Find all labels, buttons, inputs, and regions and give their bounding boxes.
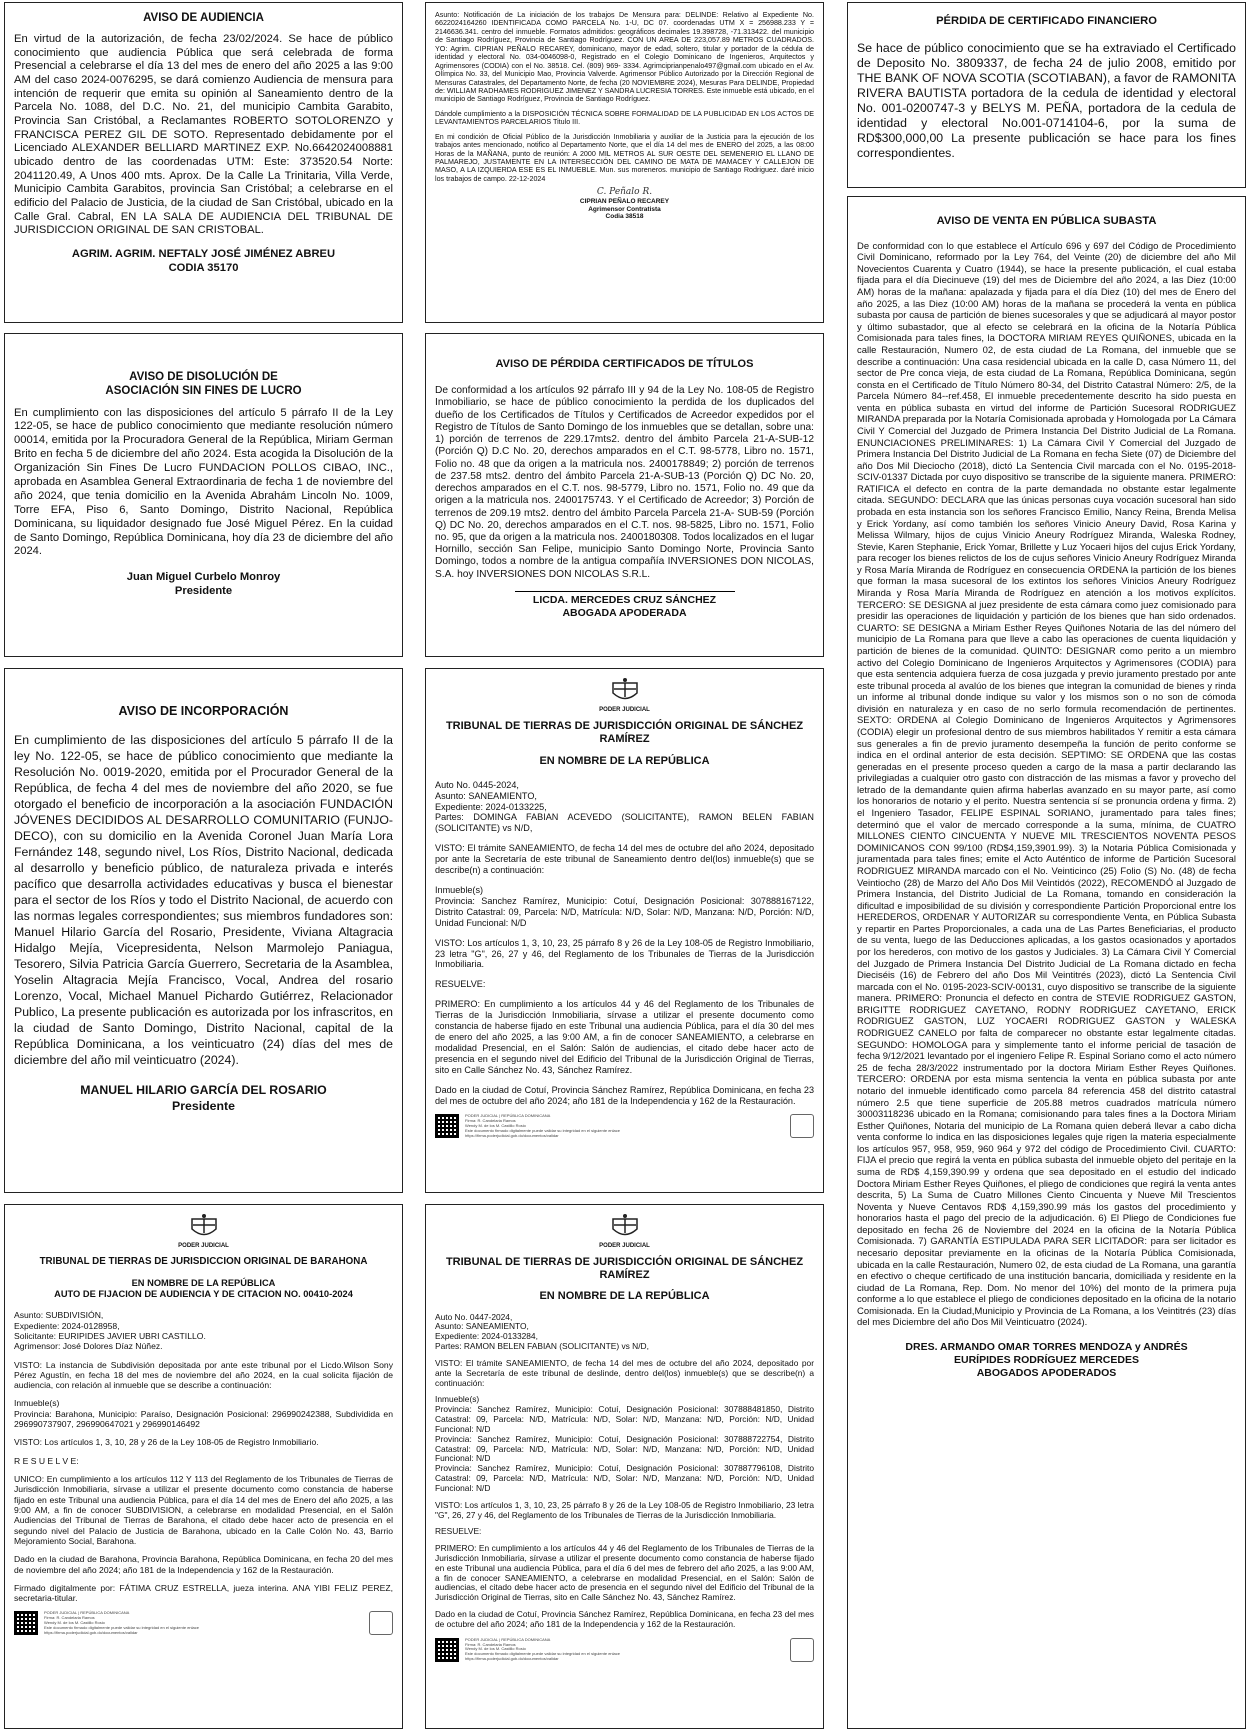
notice-p2: VISTO: La instancia de Subdivisión depositada por ante este tribunal por el Licdo.Wilson Sony Pérez Agustín, en fecha 18 del mes de noviembre del año 2024, en la cual solicita fijación de audiencia, con relación al inmueble que se describe a continuación: <box>14 1359 393 1391</box>
notice-signature: DRES. ARMANDO OMAR TORRES MENDOZA y ANDRÉS EURÍPIDES RODRÍGUEZ MERCEDES ABOGADOS APODERADOS <box>905 1341 1188 1379</box>
notice-tribunal-barahona <box>4 1204 403 1729</box>
notice-p4: VISTO: Los artículos 1, 3, 10, 28 y 26 de la Ley 108-05 de Registro Inmobiliario. <box>14 1437 319 1448</box>
notice-title: TRIBUNAL DE TIERRAS DE JURISDICCIÓN ORIGINAL DE SÁNCHEZ RAMÍREZ <box>445 720 804 746</box>
seal-label: PODER JUDICIAL <box>599 707 650 713</box>
signature-line <box>515 591 735 592</box>
notice-title: AVISO DE AUDIENCIA <box>143 12 264 24</box>
notice-p5: RESUELVE: <box>435 979 486 990</box>
notice-aviso-audiencia <box>4 2 403 323</box>
notice-venta-publica-subasta <box>847 196 1246 1729</box>
handwritten-signature: C. Peñalo R. <box>596 187 653 198</box>
notice-p4: VISTO: Los artículos 1, 3, 10, 23, 25 párrafo 8 y 26 de la Ley 108-05 de Registro Inmobiliario, 23 letra "G", 26, 27 y 46, del Reglamento de los Tribunales de Tierras de la Jurisdicción Inmobiliaria. <box>435 1499 814 1520</box>
digital-signature-block <box>435 1638 814 1662</box>
notice-signature: MANUEL HILARIO GARCÍA DEL ROSARIO Presidente <box>80 1082 327 1113</box>
notice-p3: Inmueble(s) Provincia: Sanchez Ramírez, Municipio: Cotuí, Designación Posicional: 307888167122, Distrito Catastral: 09, Parcela: N/D, Matrícula: N/D, Solar: N/D, Manzana: N/D, Porción: N/D, Unidad Funcional: N/D <box>435 885 814 928</box>
notice-signature: AGRIM. AGRIM. NEFTALY JOSÉ JIMÉNEZ ABREU CODIA 35170 <box>71 247 336 274</box>
notice-body-3: En mi condición de Oficial Público de la Jurisdicción Inmobiliaria y auxiliar de la Justicia para la ejecución de los trabajos antes mencionado, notifico al Departamento Norte, que el día 14 del mes de ENERO del 2025, a las 08:00 Horas de la MAÑANA, punto de reunión: A 2000 MIL METROS AL SUR OESTE DEL SEMENERIO EL LLANO DE PALMAREJO, JUSTAMENTE EN LA INTERSECCIÓN DEL CAMINO DE MATA DE MAMACEY Y CALLEJON DE MASO, A LA IZQUIERDA ESE ES EL INMUEBLE. Mun. sus moreneros. municipio de Santiago Rodriguez. daré inicio los trabajos de campo. 22-12-2024 <box>435 132 814 183</box>
notice-title: AVISO DE INCORPORACIÓN <box>118 704 289 718</box>
seal-icon <box>185 1213 223 1243</box>
digital-signature-block <box>14 1611 393 1635</box>
qr-code-icon <box>435 1114 459 1138</box>
digital-signature-text: PODER JUDICIAL | REPÚBLICA DOMINICANA Firma: R. Candelaria Ramos Wendy M. de los M. Castillo Rosio Este documento firmado digitalmente puede validar su integridad en el siguiente enlace https://firma.poderjudicial.gob.do/documentos/validar <box>465 1113 620 1138</box>
notice-mensura <box>425 2 824 323</box>
judicial-logo-icon <box>790 1638 814 1662</box>
digital-signature-block <box>435 1114 814 1138</box>
digital-signature-text: PODER JUDICIAL | REPÚBLICA DOMINICANA Firma: R. Candelaria Ramos Wendy M. de los M. Castillo Rosio Este documento firmado digitalmente puede validar su integridad en el siguiente enlace https://firma.poderjudicial.gob.do/documentos/validar <box>465 1636 620 1661</box>
notice-perdida-certificados-titulos <box>425 333 824 657</box>
seal-icon <box>606 677 644 707</box>
notice-subtitle: EN NOMBRE DE LA REPÚBLICA <box>539 1289 710 1302</box>
seal-label: PODER JUDICIAL <box>178 1243 229 1249</box>
notice-signature: LICDA. MERCEDES CRUZ SÁNCHEZ ABOGADA APODERADA <box>532 593 717 619</box>
notice-p6: UNICO: En cumplimiento a los artículos 112 Y 113 del Reglamento de los Tribunales de Tierras de Jurisdicción Inmobiliaria, sírvase a utilizar el presente documento como constancia de haberse fijado en este Tribunal una audiencia Pública, para el día 14 del mes de Enero del año 2025, a las 9:00 AM, a fin de conocer SUBDIVISION, a celebrarse en modalidad Presencial, en el Salón Audiencias del Tribunal de Tierras de Barahona, el citado debe hacer acto de presencia en el segundo nivel del Palacio de Justicia de Barahona, ubicado en la Calle Colón No. 43, Barrio Mejoramiento Social, Barahona. <box>14 1474 393 1546</box>
notice-signature: Juan Miguel Curbelo Monroy Presidente <box>126 571 281 598</box>
digital-signature-text: PODER JUDICIAL | REPÚBLICA DOMINICANA Firma: R. Candelaria Ramos Wendy M. de los M. Castillo Rosio Este documento firmado digitalmente puede validar su integridad en el siguiente enlace https://firma.poderjudicial.gob.do/documentos/validar <box>44 1610 199 1635</box>
notice-aviso-disolucion <box>4 333 403 657</box>
notice-p5: R E S U E L V E: <box>14 1455 79 1466</box>
notice-p7: Dado en la ciudad de Cotuí, Provincia Sánchez Ramírez, República Dominicana, en fecha 23 del mes de octubre del año 2024; año 181 de la Independencia y 162 de la Restauración. <box>435 1609 814 1629</box>
judicial-logo-icon <box>790 1114 814 1138</box>
notice-subtitle: EN NOMBRE DE LA REPÚBLICA <box>539 754 710 767</box>
qr-code-icon <box>14 1611 38 1635</box>
notice-body-2: Dándole cumplimiento a la DISPOSICIÓN TÉCNICA SOBRE FORMALIDAD DE LA PUBLICIDAD EN LOS ACTOS DE LEVANTAMIENTOS PARCELARIOS Titulo III. <box>435 109 814 127</box>
notice-title: TRIBUNAL DE TIERRAS DE JURISDICCION ORIGINAL DE BARAHONA <box>39 1256 368 1268</box>
notice-p6: PRIMERO: En cumplimiento a los artículos 44 y 46 del Reglamento de los Tribunales de Tierras de la Jurisdicción Inmobiliaria, sírvase a utilizar el presente documento como constancia de haberse fijado en este Tribunal una audiencia Pública, para el día 30 del mes de enero del año 2025, a las 9:00 AM, a fin de conocer SANEAMIENTO, a celebrarse en modalidad Presencial, en el Salón: Salón de audiencias, el citado debe hacer acto de presencia en el segundo nivel del Edificio del Tribunal de la Jurisdicción Original de Tierras, sito en Calle Sánchez No. 43, Sánchez Ramírez. <box>435 999 814 1075</box>
judicial-logo-icon <box>369 1611 393 1635</box>
notice-p3: Inmueble(s) Provincia: Sanchez Ramírez, Municipio: Cotuí, Designación Posicional: 307888481850, Distrito Catastral: 09, Parcela: N/D, Matrícula: N/D, Solar: N/D, Manzana: N/D, Porción: N/D, Unidad Funcional: N/D Provincia: Sanchez Ramírez, Municipio: Cotuí, Designación Posicional: 307888722754, Distrito Catastral: 09, Parcela: N/D, Matrícula: N/D, Solar: N/D, Manzana: N/D, Porción: N/D, Unidad Funcional: N/D Provincia: Sanchez Ramírez, Municipio: Cotuí, Designación Posicional: 307887796108, Distrito Catastral: 09, Parcela: N/D, Matrícula: N/D, Solar: N/D, Manzana: N/D, Porción: N/D, Unidad Funcional: N/D <box>435 1394 814 1493</box>
notice-body: De conformidad a los artículos 92 párrafo III y 94 de la Ley No. 108-05 de Registro Inmobiliario, se hace de público conocimiento la perdida de los duplicados del dueño de los Certificados de Títulos y Certificados de Acreedor expedidos por el Registro de Títulos de Santo Domingo de los inmuebles que se detallan, sobre una: 1) porción de terrenos de 229.17mts2. dentro del ámbito Parcela 21-A-SUB-12 (Porción Q) D.C No. 20, derechos amparados en el C.T. 98-5778, Libro no. 1571, Folio no. 48 que da origen a la matricula nos. 2400178849; 2) porción de terrenos de 237.58 mts2. dentro del ámbito Parcela 21-A-SUB-13 (Porción Q) DC No. 20, derechos amparados en el C.T. nos. 98-5779, Libro no. 1571, Folio no. 49 que da origen a la matricula nos. 2400175743. Y el Certificado de Acreedor; 3) Porción de terrenos de 209.19 mts2. dentro del ámbito Parcela Parcela 21-A- SUB-59 (Porción Q) DC No. 20, derechos amparados en el C.T. nos. 98-5825, Libro no. 1571, Folio no. 95, que da origen a la matricula nos. 2400180308. Todos localizados en el lugar Hornillo, sección San Felipe, municipio Santo Domingo Norte, Provincia Santo Domingo, todos a nombre de la antigua compañía INVERSIONES DON NICOLAS, S.A. hoy INVERSIONES DON NICOLAS S.R.L. <box>435 385 814 580</box>
notice-p7: Dado en la ciudad de Cotuí, Provincia Sánchez Ramírez, República Dominicana, en fecha 23 del mes de octubre del año 2024; año 181 de la Independencia y 162 de la Restauración. <box>435 1084 814 1106</box>
notice-title: AVISO DE DISOLUCIÓN DE ASOCIACIÓN SIN FINES DE LUCRO <box>105 371 302 398</box>
notice-body: De conformidad con lo que establece el Artículo 696 y 697 del Código de Procedimiento Civil Dominicano, reformado por la Ley 764, del Veinte (20) de diciembre del año Mil Novecientos Cuarenta y Cuatro (1944), se hace la presente publicación, el cual estaba fijada para el día Diecinueve (19) del mes de Diciembre del año 2024, a las Diez (10:00 AM) horas de la mañana: apalazada y fijada para el día Diez (10) del mes de Enero del año 2025, a las Diez (10:00 AM) horas de la mañana se procederá la venta en pública subasta por causa de partición de bienes sucesorales y que se adjudicará al mayor postor y último subastador, que al efecto se celebrará en la oficina de la Notaría Pública Comisionada para tales fines, la DOCTORA MIRIAM REYES QUIÑONES, ubicada en la calle Restauración, Numero 02, de esta ciudad de La Romana, del inmueble que se describe a continuación: Una casa residencial ubicada en la calle D, casa Número 11, del sector de Pre conca vieja, de esta ciudad de La Romana, República Dominicana, según consta en el Certificado de Título Número 80-34, del Distrito Catastral Número: 2/5, de la Parcela Número 84--ref.458, El inmueble precedentemente descrito ha sido puesta en venta en pública subasta en virtud del informe de Partición Sucesoral RODRIGUEZ MIRANDA preparada por la Notaría Comisionada aprobada y Homologada por La Cámara Civil Y Comercial del Juzgado de Primera Instancia Del Distrito Judicial de La Romana. ENUNCIACIONES PRELIMINARES: 1) La Cámara Civil Y Comercial del Juzgado de Primera Instancia Del Distrito Judicial de La Romana en fecha Siete (07) de Diciembre del año Dos Mil Dieciocho (2018), dictó La Sentencia Civil marcada con el No. 0195-2018-SCIV-01337 Dictada por cuyo dispositivo se transcribe de la siguiente manera. PRIMERO: RATIFICA el defecto en contra de la parte demandada no obstante estar legalmente citada. SEGUNDO: DECLARA que las únicas personas cuya vocación sucesoral han sido probada en esta instancia son los señores Francisco Emilio, Nancy Reina, Brenda Melisa y Erick Yordany, así como también los señores Vinicio Aneury David, Rosa Karina y Melissa Wilmary, hijos de cujus Vinicio Aneury Rodríguez Miranda, Waleska Rodney, Stevie, Karen Stephanie, Erick Yomar, Brillette y Luz Yocaeri hijos del cujus Erick Yordany, para recoger los bienes relictos de los de cujus señores Vinicio Aneury Rodríguez Miranda y Rosa María Miranda de Rodríguez en consecuencia ORDENA la partición de los bienes que forman la masa sucesoral de los extintos los señores Vinicios Aneury Rodríguez Miranda y Rosa María Miranda de Rodríguez en atención a los motivos explícitos. TERCERO: SE DESIGNA al juez presidente de esta cámara como juez comisionado para presidir las operaciones de liquidación y partición de los bienes que han sido ordenados. CUARTO: SE DESIGNA a Miriam Esther Reyes Quiñones Notaria de las del número del municipio de La Romana para que lleve a cabo las operaciones de cuenta liquidación y partición de bienes de la comunidad. QUINTO: DESIGNAR como perito a un miembro activo del Colegio Dominicano de Ingenieros Arquitectos y Agrimensores (CODIA) para que esta sentencia adquiera fuerza de cosa juzgada y previo juramento prestado por ante este tribunal proceda al avalúo de los bienes que integran la comunidad de bienes y rinda un informe al tribunal donde indique su valor y los mismos son o no son de cómoda división en naturaleza y en caso de no serlo formula recomendación de pertinentes. SEXTO: ORDENA al Colegio Dominicano de Ingenieros Arquitectos y Agrimensores (CODIA) elegir un profesional dentro de sus miembros habilitados Y remitir a esta cámara sus generales a fin de previo juramento desempeña la función de perito conforme se indica en el ordinal anterior de esta decisión. SEPTIMO: SE ORDENA que las costas generadas en el presente proceso queden a cargo de la masa a partir declarando las privilegiadas a cualquier otro gasto con distracción de las mismas a favor y provecho del letrado de la demandante quien afirma haberlas avanzado en su mayor parte, así como los honorarios de notario y el perito. Nuestra sentencia sí se pronuncia ordena y firma. 2) el Ingeniero Tasador, FELIPE ESPINAL SORIANO, juramentado para tales fines; determinó que el valor de mercado corresponde a la suma, mínima, de CUATRO MILLONES CIENTO CINCUENTA Y NUEVE MIL TRESCIENTOS NOVENTA PESOS DOMINICANOS CON 99/100 (RD$4,159,3901.99). 3) la Notaria Pública Comisionada y juramentada para tales fines; emite el Acto Auténtico de informe de Partición Sucesoral RODRIGUEZ MIRANDA marcado con el No. Veinticinco (25) Folio (S) No. (48) de fecha Veintiocho (28) de Marzo del Año Dos Mil Veintidós (2022), RECOMENDÓ al Juzgado de Primera Instancia, del Distrito Judicial de La Romana, tomando en consideración la dificultad e imposibilidad de su división y correspondiente Partición Proporcional entre los HEREDEROS, ORDENAR Y AUTORIZAR su correspondiente Venta, en Pública Subasta y repartir en Partes Proporcionales, a cada una de Las Partes Beneficiarias, el producto de su venta, luego de las Deducciones aplicadas, a los gastos ocasionados y aportados por los herederos, con motivo de los gastos y Judiciales. 3) La Cámara Civil Y Comercial del Juzgado de Primera Instancia Del Distrito Judicial de La Romana dictado en fecha Dieciséis (16) de Febrero del año Dos Mil Veintitrés (2023), dictó La Sentencia Civil marcada con el No. 0195-2023-SCIV-00131, cuyo dispositivo se transcribe de la siguiente manera. PRIMERO: Pronuncia el defecto en contra de STEVIE RODRIGUEZ GASTON, BRIGITTE RODRIGUEZ CAYETANO, RODNY RODRIGUEZ CAYETANO, ERICK RODRIGUEZ GASTON, LUZ YOCAERI RODRIGUEZ GASTON y WALESKA RODRIGUEZ CANELO por falta de comparecer no obstante estar legalmente citadas. SEGUNDO: HOMOLOGA para y simplemente tanto el informe pericial de tasación de fecha 9/12/2021 levantado por el ingeniero Felipe R. Espinal Soriano como el acto número 25 de fecha 28/3/2022 instrumentado por la doctora Miriam Esther Reyes Quiñones. TERCERO: ORDENA por esta misma sentencia la venta en pública subasta por ante notario del inmueble identificado como parcela 84 referencia 458 del distrito catastral número 2.5 que tiene superficie de 205.88 metros cuadrados matrícula número 30003118236 ubicado en la Romana; comisionando para tales fines a la Doctora Miriam Esther Quiñones, Notaria del municipio de La Romana quien deberá llevar a cabo dicha venta conforme lo indica en las disposiciones legales quje rigen la materia especialmente los artículos 957, 958, 959, 960 964 y 972 del código de Procedimiento Civil. CUARTO: FIJA el precio que regirá la venta en pública subasta del inmueble objeto del peritaje en la suma de RD$ 4,159,390.99 y ordena que sea depositado en el estudio del indicado Doctora Miriam Esther Reyes Quiñones, el pliego de condiciones que regirá la venta antes descrita, 5) La Suma de Cuatro Millones Ciento Cincuenta y Nueve Mil Trescientos Noventa y Nueve Centavos RD$ 4,159,390.99 más los gastos del procedimiento y honorarios hasta el pago del precio de la adjudicación. 6) El Pliego de Condiciones fue depositado en fecha 26 de Noviembre del 2024 en la oficina de la Notaría Pública Comisionada. 7) GARANTÍA ESTIPULADA PARA SER LICITADOR: para ser licitador es necesario depositar previamente en la oficinas de la Notaría Pública Comisionada, ubicada en la calle Restauración, Numero 02, de esta ciudad de La Romana, una garantía en efectivo o cheque certificado de una institución bancaria, domiciliada y residente en la ciudad de La Romana, Rep. Dom. No menor del 10%) del monto de la primera puja conforme a lo que establece el pliego de condiciones depositado en la oficina de la notario Comisionada. En la Ciudad,Municipio y Provincia de La Romana, a los Veintitrés (23) días del mes Diciembre del año Dos Mil Veinticuatro (2024). <box>857 240 1236 1329</box>
notice-signature: CIPRIAN PEÑALO RECAREY Agrimensor Contratista Codia 38518 <box>579 197 670 221</box>
notice-title: AVISO DE PÉRDIDA CERTIFICADOS DE TÍTULOS <box>495 358 754 370</box>
seal-label: PODER JUDICIAL <box>599 1243 650 1249</box>
qr-code-icon <box>435 1638 459 1662</box>
seal-icon <box>606 1213 644 1243</box>
notice-body: En virtud de la autorización, de fecha 23/02/2024. Se hace de público conocimiento que audiencia Pública que será celebrada de forma Presencial a celebrarse el día 13 del mes de enero del año 2025 a las 9:00 AM del caso 2024-0076295, se dará comienzo Audiencia de mensura para intención de requerir que emita su opinión al Saneamiento dentro de la Parcela No. 1088, del D.C. No. 21, del municipio Cambita Garabito, Provincia San Cristóbal, a Reclamantes ROBERTO SOTOLORENZO y FRANCISCA PEREZ GIL DE SOTO. Representado debidamente por el Licenciado ALEXANDER BELLIARD MARTINEZ EXP. No.6642024008881 ubicado dentro de las coordenadas UTM: Este: 373520.54 Norte: 2041120.49, A Unos 400 mts. Aprox. De la Calle La Trinitaria, Villa Verde, Municipio Cambita Garabitos, provincia San Cristóbal; a celebrarse en el edificio del Palacio de Justicia, de la ciudad de San Cristóbal, ubicado en la Calle Gral. Cabral, EN LA SALA DE AUDIENCIA DEL TRIBUNAL DE JURISDICCION ORIGINAL DE SAN CRISTOBAL. <box>14 33 393 237</box>
notice-body: En cumplimiento con las disposiciones del artículo 5 párrafo II de la Ley 122-05, se hace de publico conocimiento que mediante resolución número 00014, emitida por la Procuradora General de la República, Miriam German Brito en fecha 5 de diciembre del año 2024. Esta acogida la Disolución de la Organización Sin Fines De Lucro FUNDACION POLLOS CIBAO, INC., aprobada en Asamblea General Extraordinaria de fecha 1 de noviembre del año 2024, que tenia domicilio en la Avenida Abrahám Lincoln No. 1009, Torre EFA, Piso 6, Santo Domingo, Distrito Nacional, República Dominicana, su liquidador designado fue José Miguel Pérez. En la cuidad de Santo Domingo, República Dominicana, hoy día 23 de diciembre del año 2024. <box>14 406 393 558</box>
notice-title: PÉRDIDA DE CERTIFICADO FINANCIERO <box>936 15 1157 27</box>
notice-p1: Auto No. 0445-2024, Asunto: SANEAMIENTO, Expediente: 2024-0133225, Partes: DOMINGA FABIAN ACEVEDO (SOLICITANTE), RAMON BELEN FABIAN (SOLICITANTE) vs N/D, <box>435 779 814 834</box>
notice-p3: Inmueble(s) Provincia: Barahona, Municipio: Paraíso, Designación Posicional: 296990242388, Subdividida en 296990737907, 296990647021 y 296990146492 <box>14 1398 393 1430</box>
notice-body: En cumplimiento de las disposiciones del artículo 5 párrafo II de la ley No. 122-05, se hace de público conocimiento que mediante la Resolución No. 0019-2020, emitida por el Procurador General de la República, de fecha 4 del mes de noviembre del año 2020, se fue otorgado el beneficio de incorporación a la asociación FUNDACIÓN JÓVENES DECIDIDOS AL DESARROLLO COMUNITARIO (FUNJO-DECO), con su domicilio en la Avenida Coronel Juan María Lora Fernández 148, segundo nivel, Los Ríos, Distrito Nacional, dedicada al desarrollo y beneficio público, de naturaleza privada e interés pacífico que desarrolla actividades educativas y busca el bienestar para el sector de los Ríos y todo el Distrito Nacional, de acuerdo con las normas legales correspondientes; sus miembros fundadores son: Manuel Hilario García del Rosario, Presidente, Viviana Altagracia Hidalgo Mejía, Vicepresidenta, Nelson Marmolejo Paniagua, Tesorero, Silvia Patricia García Guerrero, Secretaria de la Asamblea, Yoselin Altagracia Mejía Francisco, Vocal, Andrea del rosario Lorenzo, Vocal, Michael Manuel Pichardo Gutiérrez, Relacionador Publico, La presente publicación es autorizada por los infrascritos, en la ciudad de Santo Domingo, Distrito Nacional, capital de la República Dominicana, a los veinticuatro (24) días del mes de diciembre del año mil veinticuatro (2024). <box>14 733 393 1067</box>
notice-body: Se hace de público conocimiento que se ha extraviado el Certificado de Deposito No. 3809337, de fecha 24 de julio 2008, emitido por THE BANK OF NOVA SCOTIA (SCOTIABAN), a favor de RAMONITA RIVERA BAUTISTA portadora de la cedula de identidad y electoral No. 001-0200747-3 y BELYS M. PEÑA, portadora de la cedula de identidad y electoral No.001-0714104-6, por la suma de RD$300,000,00 La presente publicación se hace para los fines correspondientes. <box>857 40 1236 160</box>
notice-title: TRIBUNAL DE TIERRAS DE JURISDICCIÓN ORIGINAL DE SÁNCHEZ RAMÍREZ <box>445 1256 804 1281</box>
notice-p6: PRIMERO: En cumplimiento a los artículos 44 y 46 del Reglamento de los Tribunales de Tierras de la Jurisdicción Inmobiliaria, sírvase a utilizar el presente documento como constancia de haberse fijado en este Tribunal una audiencia Pública, para el día 6 del mes de febrero del año 2025, a las 9:00 AM, a fin de conocer SANEAMIENTO, a celebrarse en modalidad Presencial, en el Salón: Salón de audiencias, el citado debe hacer acto de presencia en el segundo nivel del Edificio del Tribunal de la Jurisdicción Original de Tierras, sito en Calle Sánchez No. 43, Sánchez Ramírez. <box>435 1543 814 1603</box>
notice-p4: VISTO: Los artículos 1, 3, 10, 23, 25 párrafo 8 y 26 de la Ley 108-05 de Registro Inmobiliario, 23 letra "G", 26, 27 y 46, del Reglamento de los Tribunales de Tierras de la Jurisdicción Inmobiliaria. <box>435 937 814 970</box>
notice-aviso-incorporacion <box>4 668 403 1193</box>
notice-p2: VISTO: El trámite SANEAMIENTO, de fecha 14 del mes de octubre del año 2024, depositado por ante la Secretaría de este tribunal de Saneamiento dentro del(los) inmueble(s) que se describe(n) a continuación: <box>435 843 814 876</box>
notice-tribunal-sanchez-ramirez-1 <box>425 668 824 1193</box>
notice-perdida-certificado-financiero <box>847 2 1246 188</box>
notice-p7: Dado en la ciudad de Barahona, Provincia Barahona, República Dominicana, en fecha 20 del mes de noviembre del año 2024; año 181 de la Independencia y 162 de la Restauración. <box>14 1554 393 1575</box>
notice-p5: RESUELVE: <box>435 1526 482 1537</box>
notice-p1: Auto No. 0447-2024, Asunto: SANEAMIENTO, Expediente: 2024-0133284, Partes: RAMON BELEN FABIAN (SOLICITANTE) vs N/D, <box>435 1311 649 1352</box>
notice-body-1: Asunto: Notificación de La iniciación de los trabajos De Mensura para: DELINDE: Relativo al Expediente No. 6622024164260 IDENTIFICADA COMO PARCELA No. 1-U, DC 07. coordenadas UTM X = 256988.233 Y = 2146636.341. centro del inmueble. Formatos admitidos: geográficos decimales 19.398728, -71.313422. del municipio de Santiago Rodríguez, Provincia de Santiago Rodríguez. CON UN AREA DE 223,057.89 METROS CUADRADOS. YO: Agrim. CIPRIAN PEÑALO RECAREY, dominicano, mayor de edad, soltero, titular y portador de la cédula de identidad y electoral No. 034-0046098-0, Registrado en el Colegio Dominicano de Ingenieros, Arquitectos y Agrimensores (CODIA) con el No. 38518. Cel. (809) 969- 3334. Agrimciprianpenalo497@gmail.com ubicado en el Av. Olímpica No. 33, del Municipio Mao, Provincia Valverde. Agrimensor Público Autorizado por la Dirección Regional de Mensuras Catastrales, del Departamento Norte, de fecha (20 NOVIEMBRE 2024), Mesuras Para DELINDE, Propiedad de: WILLIAM RADHAMES RODRIGUEZ JIMENEZ Y SANDRA LUCRESIA TORRES. Este inmueble está ubicado, en el municipio de Santiago Rodríguez, Provincia de Santiago Rodríguez. <box>435 11 814 104</box>
notice-p8: Firmado digitalmente por: FÁTIMA CRUZ ESTRELLA, jueza interina. ANA YIBI FELIZ PEREZ, secretaria-titular. <box>14 1582 393 1604</box>
notice-p1: Asunto: SUBDIVISIÓN, Expediente: 2024-0128958, Solicitante: EURIPIDES JAVIER UBRI CASTILLO. Agrimensor: José Dolores Díaz Núñez. <box>14 1310 206 1352</box>
notice-title: AVISO DE VENTA EN PÚBLICA SUBASTA <box>936 215 1157 227</box>
notice-tribunal-sanchez-ramirez-2 <box>425 1204 824 1729</box>
notice-subtitle: EN NOMBRE DE LA REPÚBLICA AUTO DE FIJACION DE AUDIENCIA Y DE CITACION NO. 00410-2024 <box>54 1277 353 1300</box>
notice-p2: VISTO: El trámite SANEAMIENTO, de fecha 14 del mes de octubre del año 2024, depositado por ante la Secretaría de este tribunal de deslinde, dentro del(los) inmueble(s) que se describe(n) a continuación: <box>435 1357 814 1388</box>
